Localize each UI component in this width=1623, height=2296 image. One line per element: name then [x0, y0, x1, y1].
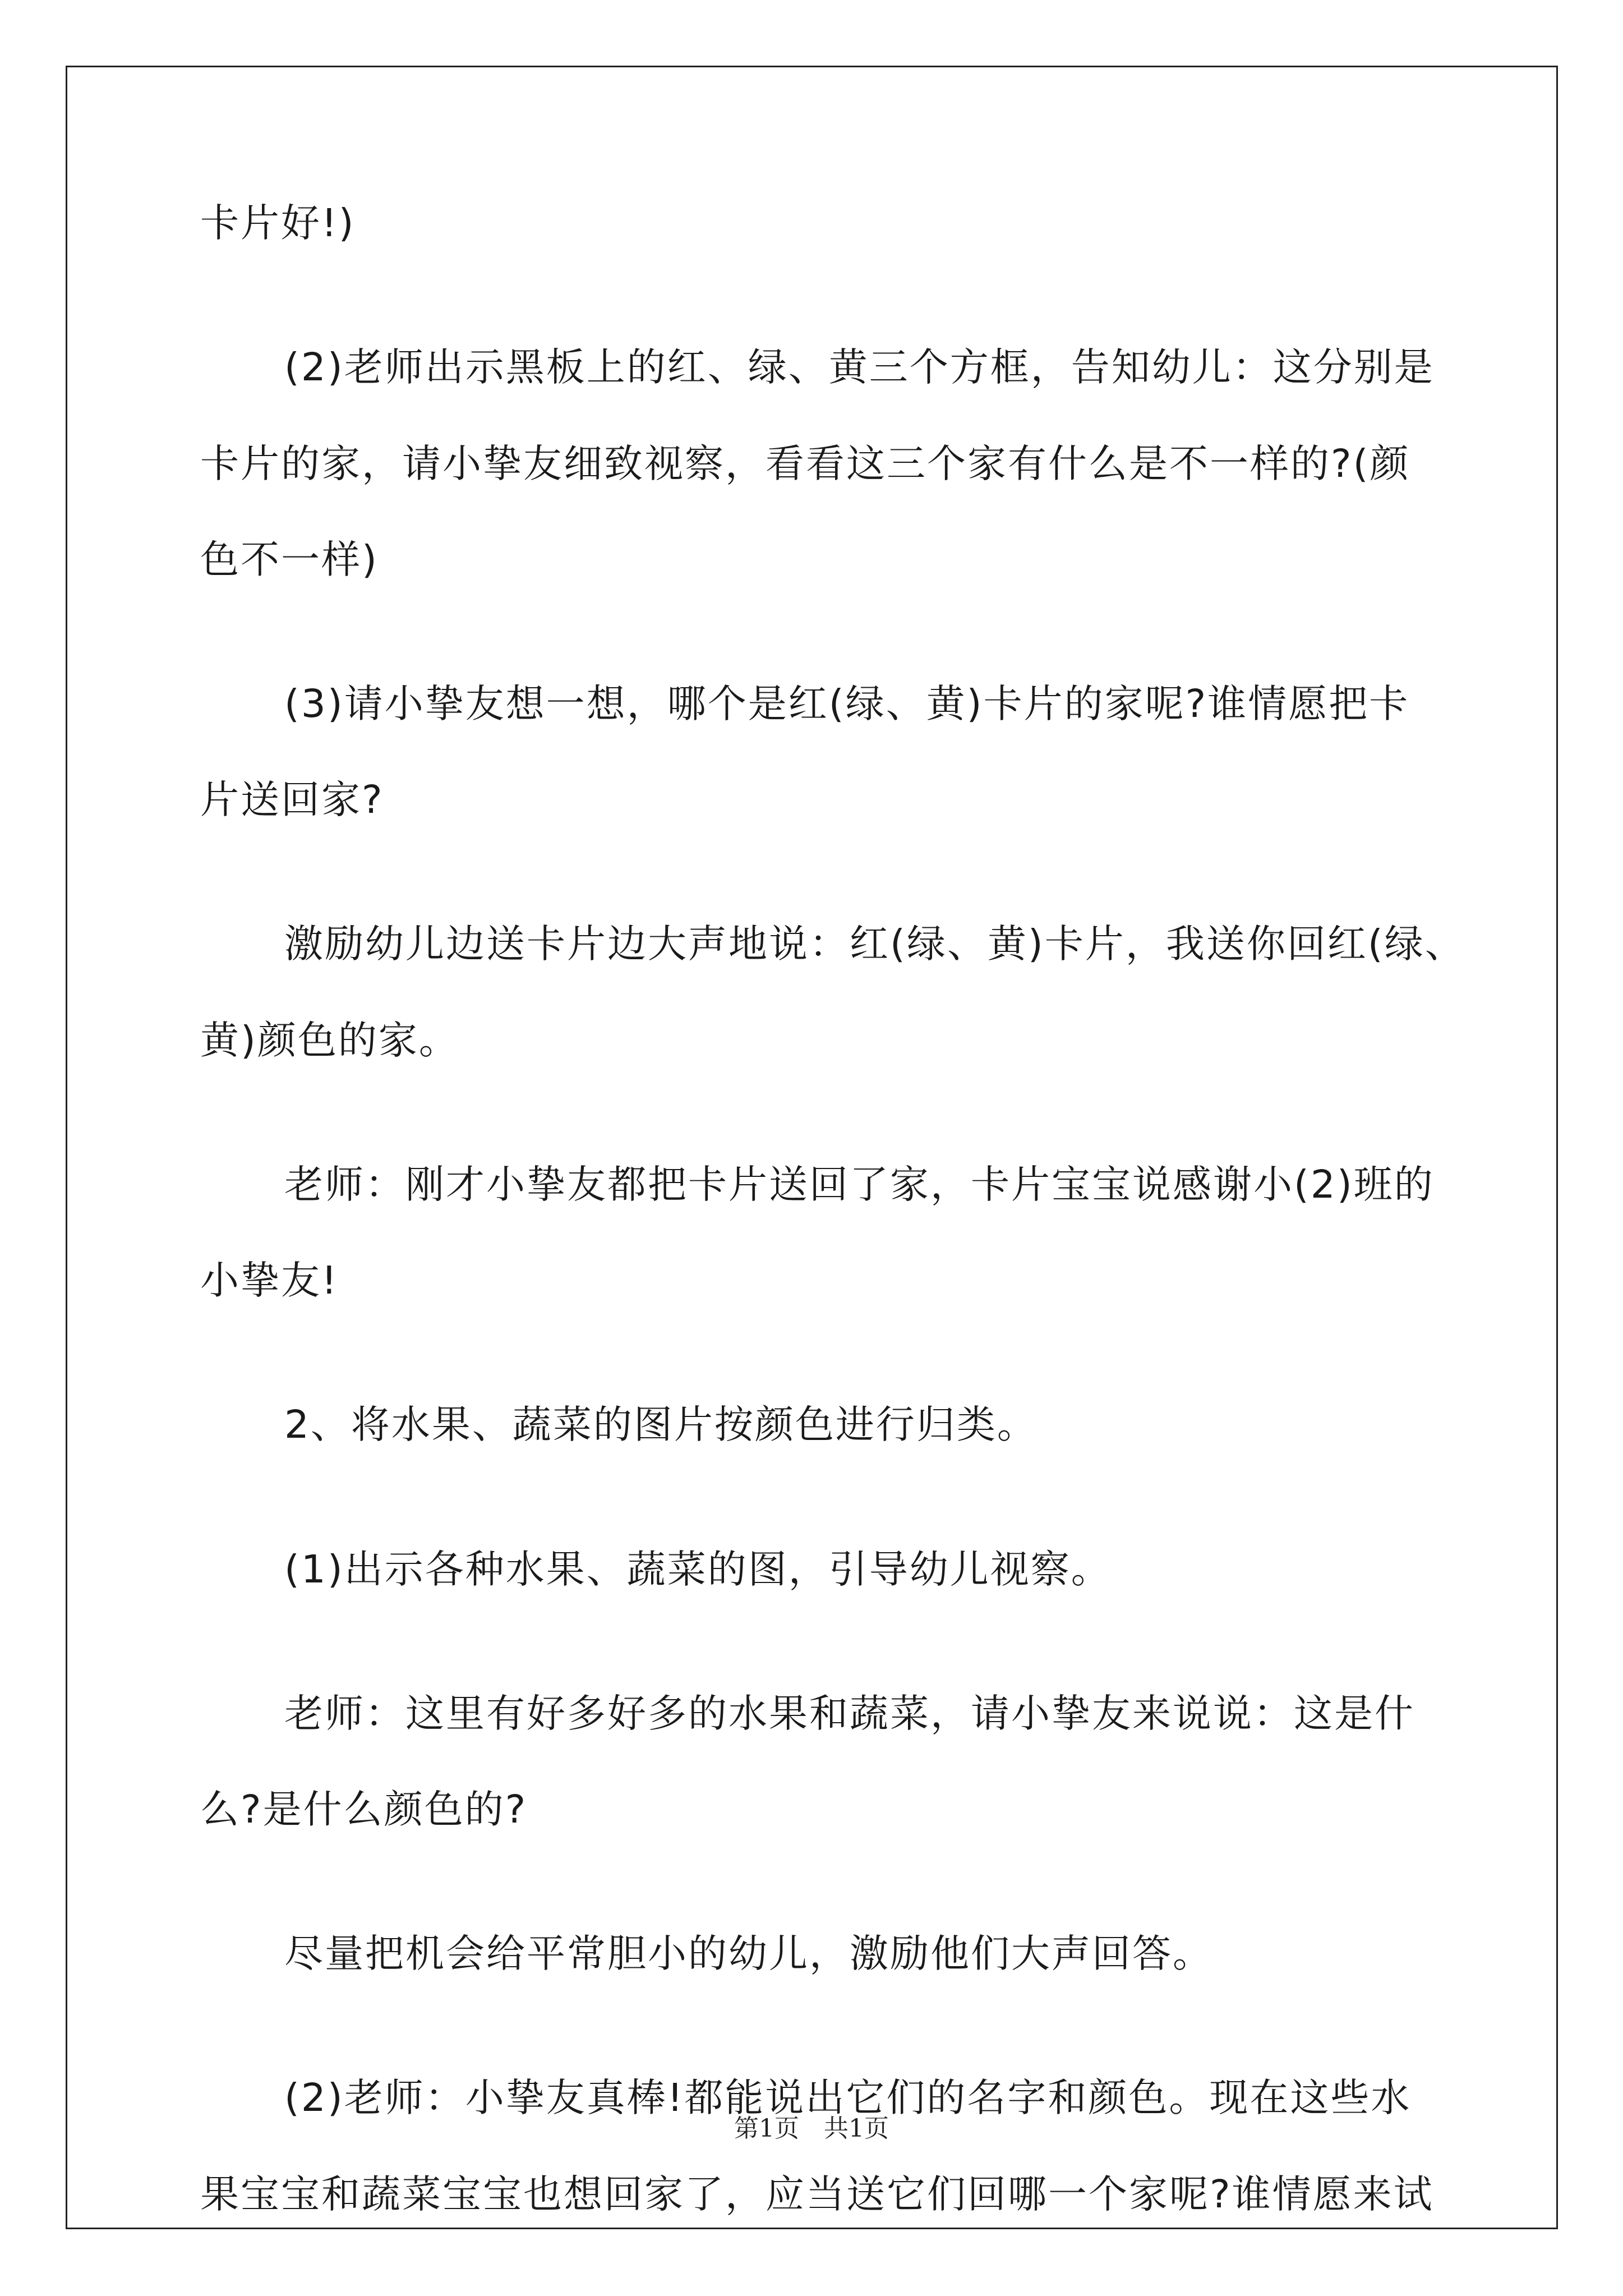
text-line: 2、将水果、蔬菜的图片按颜色进行归类。	[284, 1402, 1038, 1447]
text-line: 激励幼儿边送卡片边大声地说：红(绿、黄)卡片，我送你回红(绿、	[284, 922, 1465, 967]
text-line: 卡片好!)	[200, 201, 356, 246]
text-line: 卡片的家，请小挚友细致视察，看看这三个家有什么是不一样的?(颜	[200, 441, 1410, 486]
text-line: 么?是什么颜色的?	[200, 1787, 528, 1832]
text-line: (1)出示各种水果、蔬菜的图，引导幼儿视察。	[284, 1547, 1112, 1592]
text-line: 片送回家?	[200, 777, 384, 822]
text-line: 果宝宝和蔬菜宝宝也想回家了，应当送它们回哪一个家呢?谁情愿来试	[200, 2172, 1434, 2217]
text-line: 小挚友!	[200, 1258, 339, 1303]
text-line: 老师：刚才小挚友都把卡片送回了家，卡片宝宝说感谢小(2)班的	[284, 1162, 1435, 1207]
page-number-footer: 第1页 共1页	[734, 2114, 889, 2143]
text-line: 老师：这里有好多好多的水果和蔬菜，请小挚友来说说：这是什	[284, 1691, 1415, 1736]
text-line: 黄)颜色的家。	[200, 1018, 459, 1063]
text-line: (2)老师出示黑板上的红、绿、黄三个方框，告知幼儿：这分别是	[284, 345, 1435, 390]
text-line: (2)老师：小挚友真棒!都能说出它们的名字和颜色。现在这些水	[284, 2076, 1412, 2120]
text-line: 尽量把机会给平常胆小的幼儿，激励他们大声回答。	[284, 1931, 1213, 1976]
text-line: (3)请小挚友想一想，哪个是红(绿、黄)卡片的家呢?谁情愿把卡	[284, 682, 1410, 726]
text-line: 色不一样)	[200, 537, 379, 582]
